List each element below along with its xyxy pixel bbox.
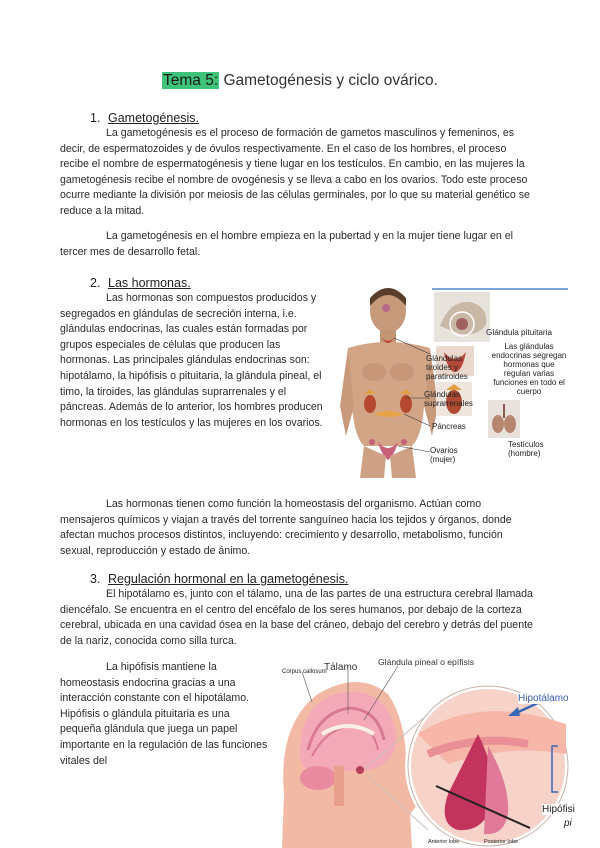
section-heading-2 xyxy=(90,276,191,290)
label-adrenal: Glándulas suprarrenales xyxy=(424,390,473,408)
label-thalamus: Tálamo xyxy=(324,662,358,673)
label-truncated: pi xyxy=(564,818,572,829)
label-pituitary-description: Las glándulas endocrinas segregan hormonas que regulan varias funciones en todo el cuerpo xyxy=(491,342,567,396)
title-text: Gametogénesis y ciclo ovárico. xyxy=(219,72,438,89)
section-number: 3. xyxy=(90,572,101,586)
title-highlight: Tema 5: xyxy=(163,72,219,89)
section-title: Regulación hormonal en la gametogénesis. xyxy=(108,572,349,586)
section-number: 2. xyxy=(90,276,101,290)
section-title: Gametogénesis. xyxy=(108,111,200,125)
label-corpus-callosum: Corpus callosum xyxy=(282,669,327,675)
label-hypothalamus: Hipotálamo xyxy=(518,693,569,704)
label-pineal: Glándula pineal o epífisis xyxy=(378,657,475,667)
paragraph: Las hormonas tienen como función la homeostasis del organismo. Actúan como mensajeros químicos y viajan a través del torrente sanguíneo hacia los tejidos y órganos, donde afectan muchos procesos distintos, incluyendo: crecimiento y desarrollo, metabolismo, función sexual, reproducción y estado de ánimo. xyxy=(60,498,512,557)
section-title: Las hormonas. xyxy=(108,276,191,290)
paragraph: La hipófisis mantiene la homeostasis endocrina gracias a una interacción constante con el hipotálamo. Hipófisis o glándula pituitaria es una pequeña glándula que juega un papel importante en la regulación de las funciones vitales del xyxy=(60,661,268,767)
label-ovaries: Ovarios (mujer) xyxy=(430,446,458,464)
paragraph: El hipotálamo es, junto con el tálamo, una de las partes de una estructura cerebral llamada diencéfalo. Se encuentra en el centro del encéfalo de los seres humanos, por debajo de la corteza cerebral, ubicada en una cavidad ósea en la base del cráneo, debajo del cerebro y detrás del puente de la nariz, conocida como silla turca. xyxy=(60,588,533,647)
label-posterior-lobe: Posterior lobe xyxy=(484,839,518,845)
hypothalamus-pituitary-figure xyxy=(278,654,578,848)
label-hypophysis: Hipófisi xyxy=(542,804,575,815)
section-number: 1. xyxy=(90,111,101,125)
paragraph: La gametogénesis es el proceso de formación de gametos masculinos y femeninos, es decir, de espermatozoides y de óvulos respectivamente. En el caso de los hombres, el proceso recibe el nombre de espermatogénesis y tiene lugar en los testículos. En cambio, en las mujeres la gametogénesis recibe el nombre de ovogénesis y se lleva a cabo en los ovarios. Todo este proceso ocurre mediante la división por meiosis de las células germinales, por lo que su material genético se reduce a la mitad. xyxy=(60,127,530,217)
paragraph: La gametogénesis en el hombre empieza en la pubertad y en la mujer tiene lugar en el tercer mes de desarrollo fetal. xyxy=(60,230,513,258)
paragraph: Las hormonas son compuestos producidos y segregados en glándulas de secreción interna, i.e. glándulas endocrinas, las cuales están formadas por grupos especiales de células que producen las hormonas. Las principales glándulas endocrinas son: hipotálamo, la hipófisis o pituitaria, la glándula pineal, el timo, la tiroides, las glándulas suprarrenales y el páncreas. Además de lo anterior, los hombres producen hormonas en los testículos y las mujeres en los ovarios. xyxy=(60,292,323,429)
label-testes: Testículos (hombre) xyxy=(508,440,544,458)
page-title xyxy=(0,72,600,90)
label-thyroid: Glándulas tiroides y paratiroides xyxy=(426,354,468,381)
section-heading-1 xyxy=(90,111,199,125)
label-pituitary: Glándula pituitaria xyxy=(486,328,552,337)
endocrine-glands-figure xyxy=(340,286,568,478)
label-anterior-lobe: Anterior lobe xyxy=(428,839,460,845)
label-pancreas: Páncreas xyxy=(432,422,466,431)
section-heading-3 xyxy=(90,572,348,586)
brain-illustration xyxy=(278,654,578,848)
